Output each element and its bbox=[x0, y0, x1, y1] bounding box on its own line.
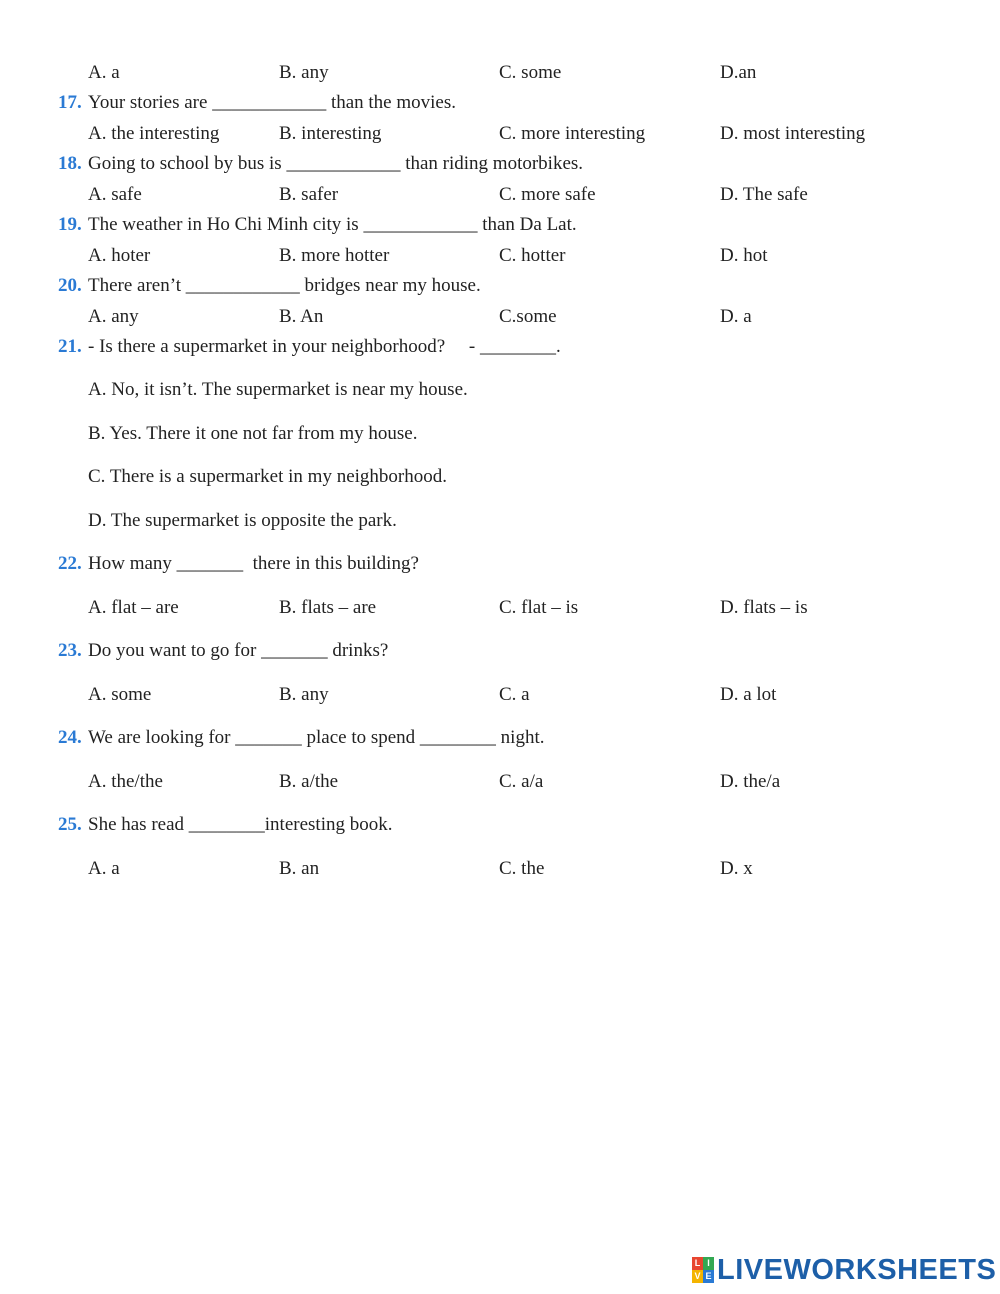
option-c[interactable]: C. a/a bbox=[499, 771, 544, 792]
option-b[interactable]: B. Yes. There it one not far from my house. bbox=[88, 423, 418, 444]
options-row-q20 bbox=[0, 304, 1000, 330]
options-row-q22 bbox=[0, 595, 1000, 621]
question-22 bbox=[0, 551, 1000, 577]
option-a[interactable]: A. No, it isn’t. The supermarket is near my house. bbox=[88, 379, 468, 400]
options-row-q16 bbox=[0, 60, 1000, 86]
logo-text: LIVEWORKSHEETS bbox=[717, 1253, 997, 1286]
question-text: She has read ________interesting book. bbox=[88, 814, 393, 835]
question-number: 20. bbox=[58, 275, 82, 296]
option-b[interactable]: B. an bbox=[279, 858, 320, 879]
option-d[interactable]: D. a lot bbox=[720, 684, 777, 705]
option-b[interactable]: B. more hotter bbox=[279, 245, 390, 266]
question-23 bbox=[0, 638, 1000, 664]
question-number: 24. bbox=[58, 727, 82, 748]
option-c[interactable]: C. a bbox=[499, 684, 530, 705]
option-d[interactable]: D.an bbox=[720, 62, 757, 83]
option-b[interactable]: B. any bbox=[279, 684, 329, 705]
option-c[interactable]: C. hotter bbox=[499, 245, 566, 266]
logo-mark-letter: I bbox=[703, 1257, 714, 1270]
question-number: 21. bbox=[58, 336, 82, 357]
question-number: 17. bbox=[58, 92, 82, 113]
question-number: 22. bbox=[58, 553, 82, 574]
option-a[interactable]: A. hoter bbox=[88, 245, 151, 266]
question-20 bbox=[0, 273, 1000, 299]
option-a[interactable]: A. flat – are bbox=[88, 597, 179, 618]
question-number: 19. bbox=[58, 214, 82, 235]
option-b[interactable]: B. interesting bbox=[279, 123, 382, 144]
question-number: 18. bbox=[58, 153, 82, 174]
option-a[interactable]: A. any bbox=[88, 306, 139, 327]
option-a[interactable]: A. a bbox=[88, 858, 120, 879]
option-d[interactable]: D. The safe bbox=[720, 184, 808, 205]
options-row-q24 bbox=[0, 769, 1000, 795]
options-row-q25 bbox=[0, 856, 1000, 882]
option-b[interactable]: B. flats – are bbox=[279, 597, 377, 618]
option-c[interactable]: C. more safe bbox=[499, 184, 596, 205]
option-c[interactable]: C. more interesting bbox=[499, 123, 646, 144]
question-number: 25. bbox=[58, 814, 82, 835]
logo-mark-icon bbox=[692, 1257, 714, 1283]
question-text: We are looking for _______ place to spend ________ night. bbox=[88, 727, 545, 748]
option-b[interactable]: B. a/the bbox=[279, 771, 339, 792]
option-d[interactable]: D. flats – is bbox=[720, 597, 808, 618]
question-17 bbox=[0, 90, 1000, 116]
option-a[interactable]: A. a bbox=[88, 62, 120, 83]
liveworksheets-logo bbox=[692, 1254, 996, 1286]
option-c[interactable]: C. some bbox=[499, 62, 562, 83]
option-a[interactable]: A. the interesting bbox=[88, 123, 220, 144]
question-21 bbox=[0, 334, 1000, 360]
long-option-row bbox=[0, 464, 1000, 490]
option-c[interactable]: C. the bbox=[499, 858, 545, 879]
options-row-q17 bbox=[0, 121, 1000, 147]
long-option-row bbox=[0, 377, 1000, 403]
options-row-q19 bbox=[0, 243, 1000, 269]
question-text: How many _______ there in this building? bbox=[88, 553, 419, 574]
question-text: Do you want to go for _______ drinks? bbox=[88, 640, 389, 661]
option-d[interactable]: D. the/a bbox=[720, 771, 781, 792]
option-c[interactable]: C.some bbox=[499, 306, 557, 327]
option-d[interactable]: D. hot bbox=[720, 245, 768, 266]
long-option-row bbox=[0, 421, 1000, 447]
option-b[interactable]: B. any bbox=[279, 62, 329, 83]
option-a[interactable]: A. the/the bbox=[88, 771, 163, 792]
question-19 bbox=[0, 212, 1000, 238]
option-b[interactable]: B. An bbox=[279, 306, 324, 327]
options-row-q23 bbox=[0, 682, 1000, 708]
option-d[interactable]: D. most interesting bbox=[720, 123, 866, 144]
question-text: There aren’t ____________ bridges near my house. bbox=[88, 275, 481, 296]
question-18 bbox=[0, 151, 1000, 177]
question-text: Your stories are ____________ than the movies. bbox=[88, 92, 457, 113]
option-d[interactable]: D. x bbox=[720, 858, 753, 879]
question-text: The weather in Ho Chi Minh city is ____________ than Da Lat. bbox=[88, 214, 577, 235]
logo-mark-letter: E bbox=[703, 1270, 714, 1283]
option-c[interactable]: C. There is a supermarket in my neighborhood. bbox=[88, 466, 447, 487]
long-option-row bbox=[0, 508, 1000, 534]
question-text: - Is there a supermarket in your neighborhood? - ________. bbox=[88, 336, 561, 357]
option-a[interactable]: A. some bbox=[88, 684, 152, 705]
option-d[interactable]: D. a bbox=[720, 306, 752, 327]
option-b[interactable]: B. safer bbox=[279, 184, 339, 205]
option-d[interactable]: D. The supermarket is opposite the park. bbox=[88, 510, 397, 531]
option-a[interactable]: A. safe bbox=[88, 184, 142, 205]
options-row-q18 bbox=[0, 182, 1000, 208]
question-text: Going to school by bus is ____________ than riding motorbikes. bbox=[88, 153, 584, 174]
question-number: 23. bbox=[58, 640, 82, 661]
option-c[interactable]: C. flat – is bbox=[499, 597, 579, 618]
logo-mark-letter: L bbox=[692, 1257, 703, 1270]
logo-mark-letter: V bbox=[692, 1270, 703, 1283]
question-24 bbox=[0, 725, 1000, 751]
question-25 bbox=[0, 812, 1000, 838]
